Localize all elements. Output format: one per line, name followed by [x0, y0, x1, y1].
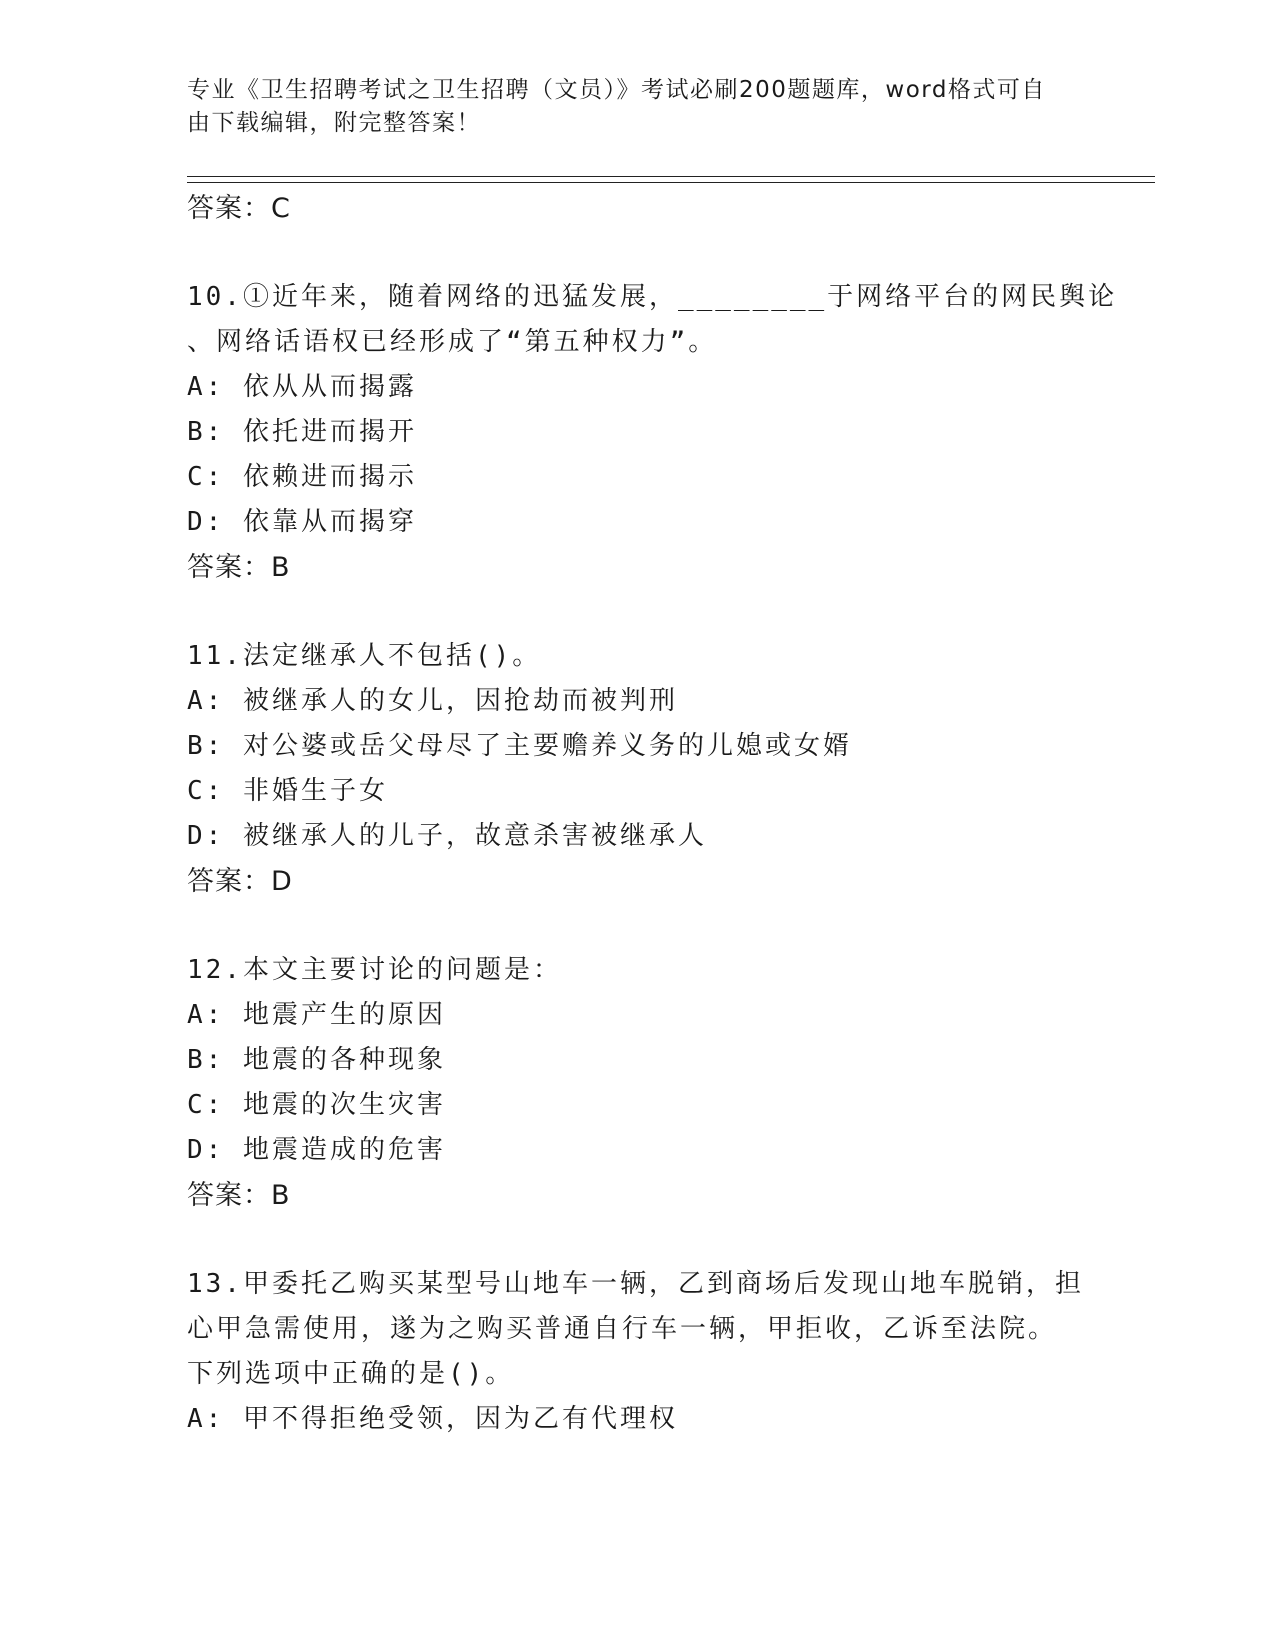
question-stem-line: 心甲急需使用，遂为之购买普通自行车一辆，甲拒收，乙诉至法院。: [187, 1314, 1058, 1344]
option-b: B: 对公婆或岳父母尽了主要赡养义务的儿媳或女婿: [187, 731, 852, 761]
header-rule-bottom: [187, 182, 1155, 183]
question-stem-line: 10.①近年来，随着网络的迅猛发展，________于网络平台的网民舆论: [187, 282, 1118, 312]
option-d: D: 被继承人的儿子，故意杀害被继承人: [187, 821, 707, 851]
option-b: B: 地震的各种现象: [187, 1045, 446, 1075]
option-b: B: 依托进而揭开: [187, 417, 417, 447]
question-list: [187, 186, 1118, 1442]
option-a: A: 被继承人的女儿，因抢劫而被判刑: [187, 686, 678, 716]
question-stem-line: 、网络话语权已经形成了“第五种权力”。: [187, 327, 718, 357]
question-11: [187, 634, 1087, 904]
option-d: D: 依靠从而揭穿: [187, 507, 417, 537]
question-stem-line: 下列选项中正确的是()。: [187, 1359, 515, 1389]
option-a: A: 地震产生的原因: [187, 1000, 446, 1030]
option-a: A: 依从从而揭露: [187, 372, 417, 402]
option-d: D: 地震造成的危害: [187, 1135, 446, 1165]
answer-line: 答案：C: [187, 193, 291, 224]
question-stem-line: 12.本文主要讨论的问题是：: [187, 955, 562, 985]
question-stem-line: 13.甲委托乙购买某型号山地车一辆，乙到商场后发现山地车脱销，担: [187, 1269, 1084, 1299]
spacer: [187, 1218, 1087, 1262]
header-rule-top: [187, 176, 1155, 177]
option-c: C: 地震的次生灾害: [187, 1090, 446, 1120]
answer-line: 答案：B: [187, 1180, 291, 1211]
spacer: [187, 904, 1087, 948]
spacer: [187, 231, 1087, 275]
question-12: [187, 948, 1087, 1218]
question-13: [187, 1262, 1087, 1442]
page-header: 专业《卫生招聘考试之卫生招聘（文员）》考试必刷200题题库，word格式可自由下载编辑，附完整答案！: [187, 77, 1046, 136]
question-10: [187, 275, 1118, 590]
option-c: C: 非婚生子女: [187, 776, 388, 806]
question-stem-line: 11.法定继承人不包括()。: [187, 641, 542, 671]
option-a: A: 甲不得拒绝受领，因为乙有代理权: [187, 1404, 678, 1434]
answer-line: 答案：B: [187, 552, 291, 583]
option-c: C: 依赖进而揭示: [187, 462, 417, 492]
answer-line: 答案：D: [187, 866, 293, 897]
spacer: [187, 590, 1087, 634]
